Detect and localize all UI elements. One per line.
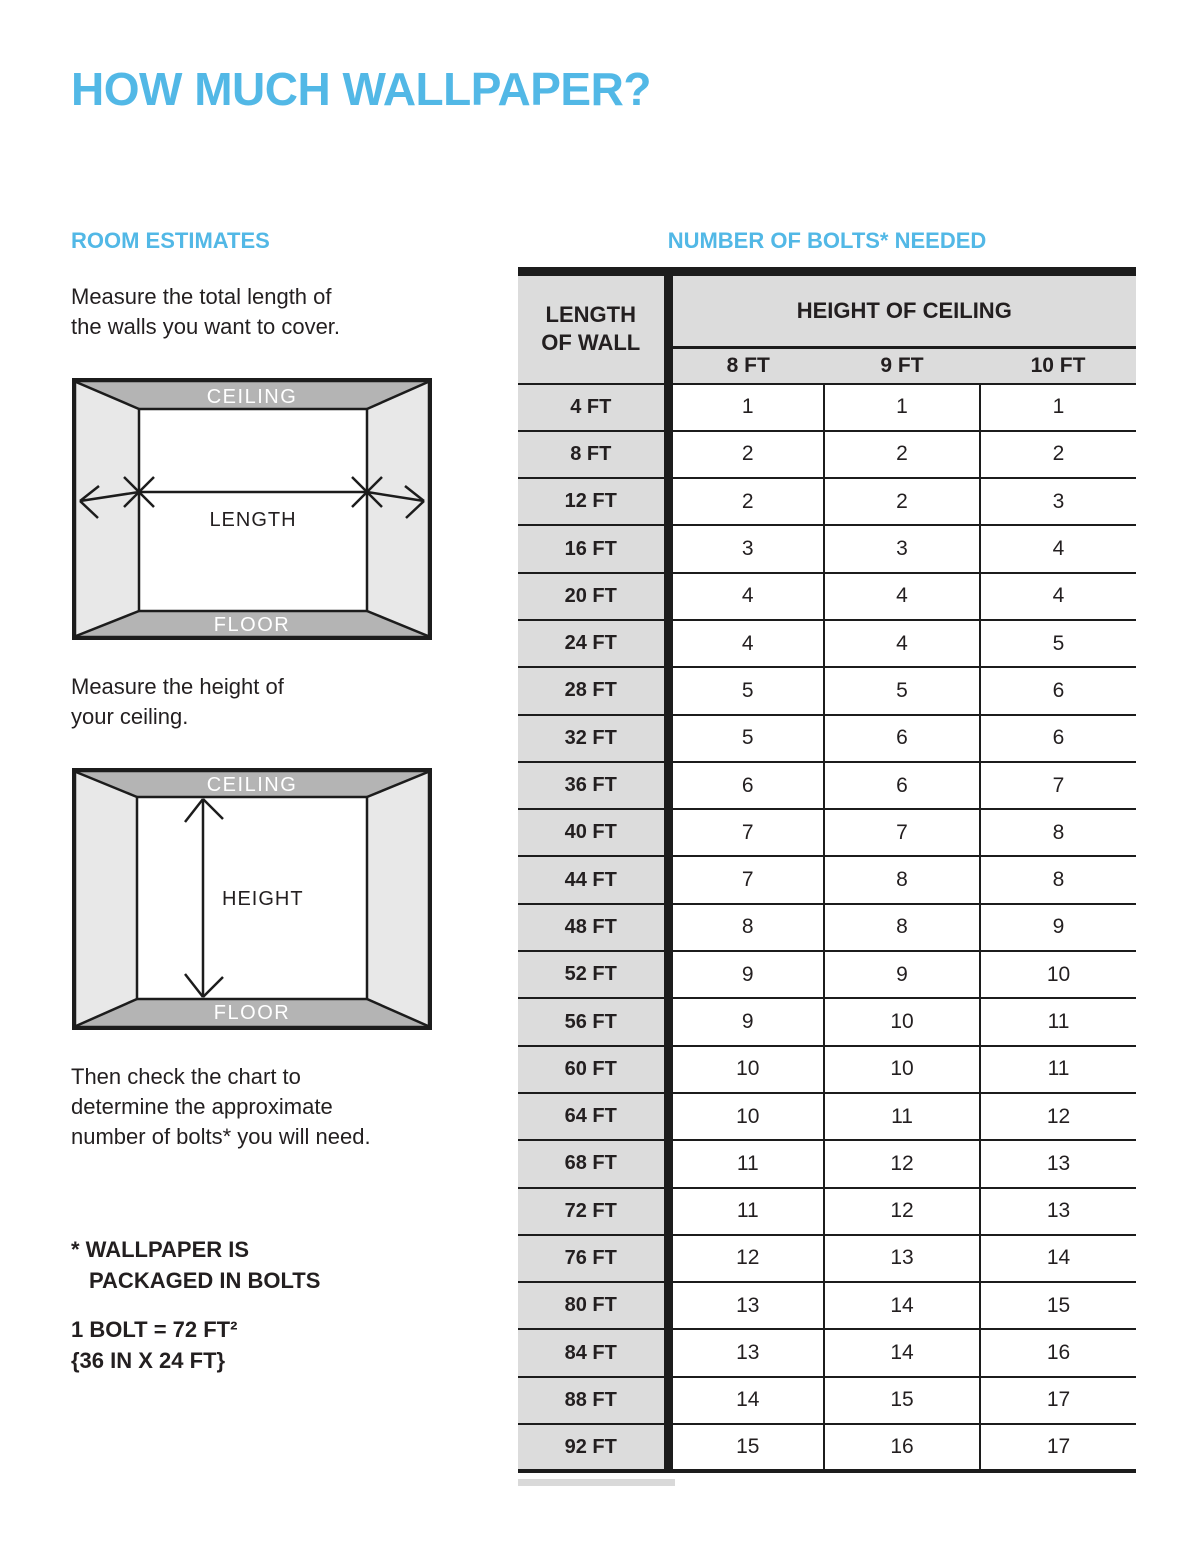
bolt-count-cell: 9 (824, 951, 980, 998)
wall-length-cell: 60 FT (518, 1046, 668, 1093)
bolt-count-cell: 8 (824, 856, 980, 903)
wall-length-cell: 20 FT (518, 573, 668, 620)
instruction-step-1: Measure the total length of the walls you want to cover. (71, 284, 341, 339)
page-title: HOW MUCH WALLPAPER? (71, 63, 651, 115)
bolt-count-cell: 4 (980, 573, 1136, 620)
column-header-10ft: 10 FT (980, 348, 1136, 384)
table-row (518, 525, 1136, 572)
bolt-count-cell: 10 (668, 1046, 824, 1093)
bolt-count-cell: 2 (824, 431, 980, 478)
bolt-count-cell: 7 (980, 762, 1136, 809)
floor-label: FLOOR (213, 614, 291, 636)
bolt-count-cell: 15 (668, 1424, 824, 1471)
bolt-count-cell: 9 (668, 951, 824, 998)
wall-length-cell: 80 FT (518, 1282, 668, 1329)
bolt-count-cell: 13 (980, 1188, 1136, 1235)
table-row (518, 1093, 1136, 1140)
wallpaper-bolts-footnote: * WALLPAPER IS PACKAGED IN BOLTS (71, 1237, 321, 1293)
bolt-count-cell: 8 (668, 904, 824, 951)
bolt-count-cell: 4 (824, 573, 980, 620)
bolt-count-cell: 2 (980, 431, 1136, 478)
wall-length-cell: 64 FT (518, 1093, 668, 1140)
wall-length-cell: 28 FT (518, 667, 668, 714)
table-row (518, 951, 1136, 998)
length-of-wall-header: LENGTH OF WALL (518, 272, 668, 384)
bolt-count-cell: 4 (668, 573, 824, 620)
bolts-needed-heading: NUMBER OF BOLTS* NEEDED (667, 228, 987, 253)
bolt-count-cell: 7 (668, 856, 824, 903)
wall-length-cell: 84 FT (518, 1329, 668, 1376)
table-row (518, 1377, 1136, 1424)
bolt-count-cell: 15 (824, 1377, 980, 1424)
ceiling-label: CEILING (206, 774, 298, 796)
bolt-count-cell: 12 (980, 1093, 1136, 1140)
column-header-8ft: 8 FT (668, 348, 824, 384)
table-row (518, 620, 1136, 667)
bolt-count-cell: 5 (668, 715, 824, 762)
bolt-count-cell: 3 (668, 525, 824, 572)
bolt-count-cell: 6 (824, 715, 980, 762)
wall-length-cell: 32 FT (518, 715, 668, 762)
bolt-count-cell: 10 (668, 1093, 824, 1140)
wall-length-cell: 4 FT (518, 384, 668, 431)
table-row (518, 1046, 1136, 1093)
column-header-9ft: 9 FT (824, 348, 980, 384)
bolt-count-cell: 8 (980, 809, 1136, 856)
bolt-count-cell: 14 (980, 1235, 1136, 1282)
height-diagram (72, 768, 432, 1030)
bolt-count-cell: 5 (980, 620, 1136, 667)
bolt-count-cell: 9 (980, 904, 1136, 951)
bolt-count-cell: 3 (980, 478, 1136, 525)
bolt-count-cell: 6 (668, 762, 824, 809)
bolt-count-cell: 10 (824, 1046, 980, 1093)
bolt-count-cell: 10 (980, 951, 1136, 998)
bolt-count-cell: 17 (980, 1377, 1136, 1424)
wall-length-cell: 76 FT (518, 1235, 668, 1282)
bolt-count-cell: 1 (980, 384, 1136, 431)
table-row (518, 1329, 1136, 1376)
table-row (518, 667, 1136, 714)
table-bottom-shadow (518, 1479, 675, 1486)
wall-length-cell: 56 FT (518, 998, 668, 1045)
table-row (518, 1424, 1136, 1471)
bolt-count-cell: 5 (668, 667, 824, 714)
length-diagram (72, 378, 432, 640)
wall-length-cell: 8 FT (518, 431, 668, 478)
instruction-step-2: Measure the height of your ceiling. (71, 674, 284, 729)
table-row (518, 1188, 1136, 1235)
left-wall (76, 382, 139, 636)
bolt-count-cell: 11 (980, 1046, 1136, 1093)
right-wall (367, 772, 428, 1026)
bolt-count-cell: 13 (824, 1235, 980, 1282)
table-row (518, 384, 1136, 431)
bolts-table-body (518, 384, 1136, 1472)
height-of-ceiling-header: HEIGHT OF CEILING (668, 272, 1136, 348)
bolt-count-cell: 16 (980, 1329, 1136, 1376)
bolt-count-cell: 11 (668, 1188, 824, 1235)
bolt-count-cell: 7 (668, 809, 824, 856)
table-header-row (518, 272, 1136, 348)
bolt-count-cell: 12 (824, 1140, 980, 1187)
bolt-count-cell: 16 (824, 1424, 980, 1471)
wall-length-cell: 16 FT (518, 525, 668, 572)
length-label: LENGTH (209, 509, 297, 531)
bolt-count-cell: 7 (824, 809, 980, 856)
bolt-count-cell: 14 (668, 1377, 824, 1424)
wall-length-cell: 88 FT (518, 1377, 668, 1424)
left-wall (76, 772, 137, 1026)
table-row (518, 998, 1136, 1045)
bolt-count-cell: 1 (824, 384, 980, 431)
instruction-step-3: Then check the chart to determine the approximate number of bolts* you will need. (71, 1064, 371, 1149)
wall-length-cell: 72 FT (518, 1188, 668, 1235)
wall-length-cell: 48 FT (518, 904, 668, 951)
wall-length-cell: 44 FT (518, 856, 668, 903)
wall-length-cell: 92 FT (518, 1424, 668, 1471)
bolt-count-cell: 11 (824, 1093, 980, 1140)
table-row (518, 431, 1136, 478)
bolt-count-cell: 4 (980, 525, 1136, 572)
bolt-count-cell: 8 (980, 856, 1136, 903)
bolt-count-cell: 17 (980, 1424, 1136, 1471)
bolt-count-cell: 6 (980, 667, 1136, 714)
floor-label: FLOOR (213, 1002, 291, 1024)
bolt-count-cell: 12 (824, 1188, 980, 1235)
wall-length-cell: 52 FT (518, 951, 668, 998)
bolt-count-cell: 11 (980, 998, 1136, 1045)
table-row (518, 762, 1136, 809)
bolt-count-cell: 4 (668, 620, 824, 667)
wall-length-cell: 68 FT (518, 1140, 668, 1187)
wall-length-cell: 12 FT (518, 478, 668, 525)
bolt-count-cell: 8 (824, 904, 980, 951)
bolt-count-cell: 6 (824, 762, 980, 809)
bolt-count-cell: 4 (824, 620, 980, 667)
height-label: HEIGHT (222, 888, 304, 910)
table-row (518, 1282, 1136, 1329)
right-wall (367, 382, 428, 636)
table-row (518, 573, 1136, 620)
bolt-size-spec: 1 BOLT = 72 FT² {36 IN X 24 FT} (71, 1317, 238, 1373)
wall-length-cell: 24 FT (518, 620, 668, 667)
table-row (518, 715, 1136, 762)
ceiling-label: CEILING (206, 386, 298, 408)
bolt-count-cell: 15 (980, 1282, 1136, 1329)
bolt-count-cell: 2 (824, 478, 980, 525)
bolt-count-cell: 6 (980, 715, 1136, 762)
wall-length-cell: 40 FT (518, 809, 668, 856)
bolt-count-cell: 2 (668, 478, 824, 525)
table-row (518, 809, 1136, 856)
bolt-count-cell: 14 (824, 1282, 980, 1329)
bolt-count-cell: 12 (668, 1235, 824, 1282)
table-row (518, 856, 1136, 903)
room-estimates-heading: ROOM ESTIMATES (71, 228, 270, 253)
bolt-count-cell: 14 (824, 1329, 980, 1376)
bolt-count-cell: 13 (980, 1140, 1136, 1187)
bolt-count-cell: 3 (824, 525, 980, 572)
wall-length-cell: 36 FT (518, 762, 668, 809)
bolt-count-cell: 10 (824, 998, 980, 1045)
bolt-count-cell: 13 (668, 1329, 824, 1376)
bolts-table (518, 267, 1136, 1473)
table-row (518, 478, 1136, 525)
bolt-count-cell: 5 (824, 667, 980, 714)
bolt-count-cell: 13 (668, 1282, 824, 1329)
bolt-count-cell: 2 (668, 431, 824, 478)
bolt-count-cell: 1 (668, 384, 824, 431)
table-row (518, 904, 1136, 951)
table-row (518, 1235, 1136, 1282)
bolts-table-container (518, 267, 1136, 1473)
table-row (518, 1140, 1136, 1187)
bolt-count-cell: 9 (668, 998, 824, 1045)
bolt-count-cell: 11 (668, 1140, 824, 1187)
